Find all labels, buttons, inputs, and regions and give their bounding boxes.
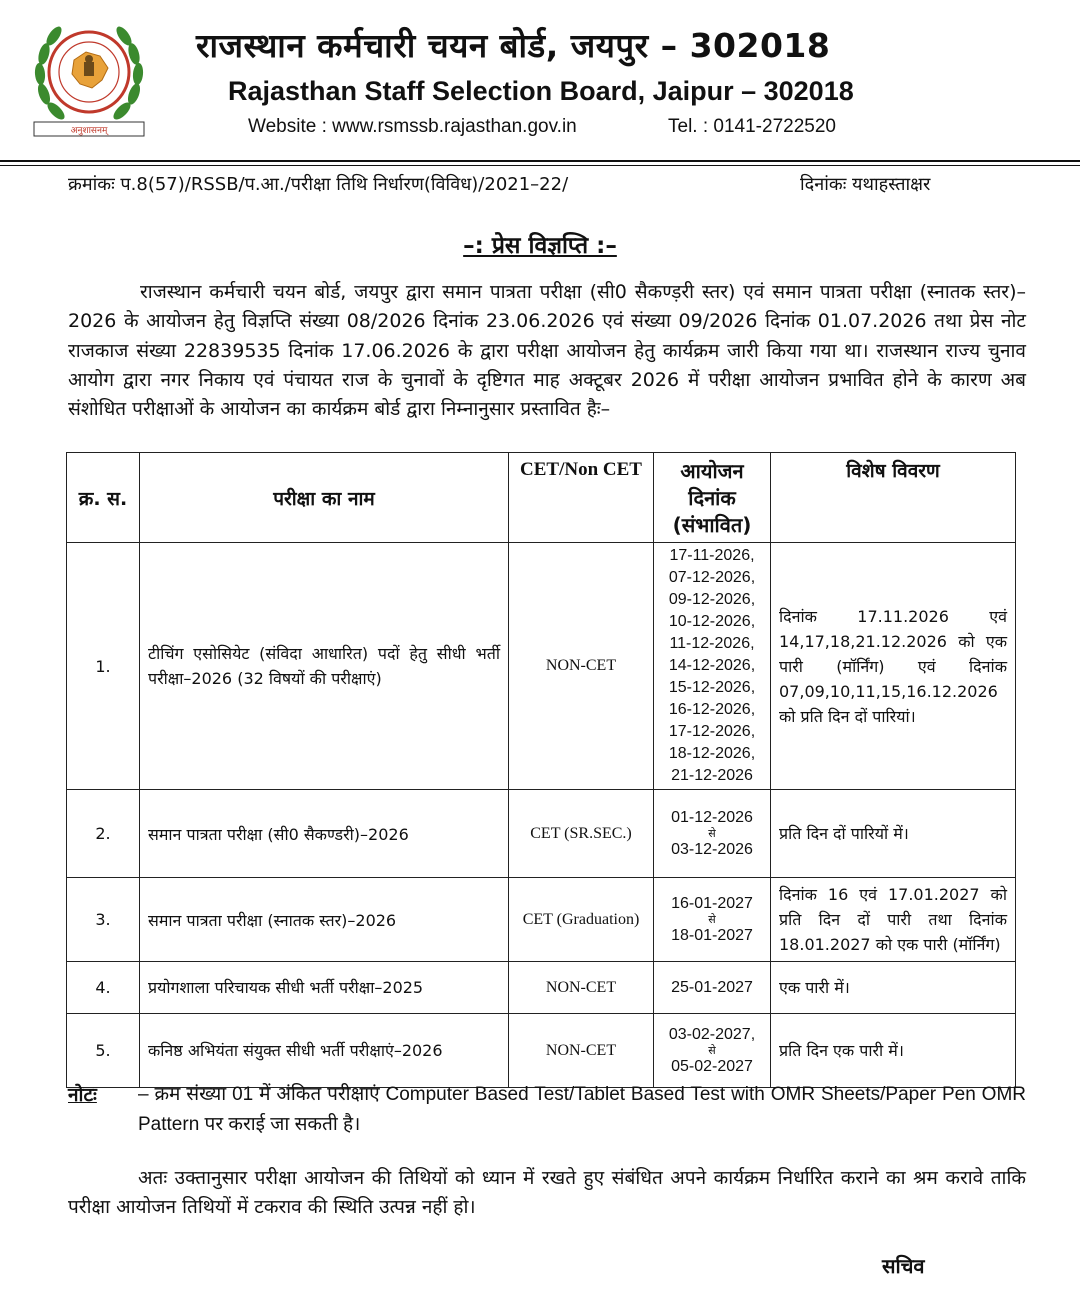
row-dates bbox=[654, 962, 771, 1014]
date-item: 17-12-2026, bbox=[668, 723, 756, 740]
row-sno: 5. bbox=[67, 1014, 140, 1088]
intro-paragraph: राजस्थान कर्मचारी चयन बोर्ड, जयपुर द्वारा समान पात्रता परीक्षा (सी0 सैकण्ड़री स्तर) एवं समान पात्रता परीक्षा (स्नातक स्तर)–2026 के आयोजन हेतु विज्ञप्ति संख्या 08/2026 दिनांक 23.06.2026 एवं संख्या 09/2026 दिनांक 01.07.2026 तथा प्रेस नोट राजकाज संख्या 22839535 दिनांक 17.06.2026 के द्वारा परीक्षा आयोजन हेतु कार्यक्रम जारी किया गया था। राजस्थान राज्य चुनाव आयोग द्वारा नगर निकाय एवं पंचायत राज के चुनावों के दृष्टिगत माह अक्टूबर 2026 में परीक्षा आयोजन प्रभावित होने के कारण अब संशोधित परीक्षाओं के आयोजन का कार्यक्रम बोर्ड द्वारा निम्नानुसार प्रस्तावित हैः– bbox=[68, 281, 1026, 421]
date-item: 16-12-2026, bbox=[668, 701, 756, 718]
row-exam-name: समान पात्रता परीक्षा (स्नातक स्तर)–2026 bbox=[140, 878, 509, 962]
telephone-text: Tel. : 0141-2722520 bbox=[668, 116, 836, 137]
table-row bbox=[67, 790, 1016, 878]
table-row bbox=[67, 1014, 1016, 1088]
header-divider-thin bbox=[0, 165, 1080, 166]
date-item: 18-12-2026, bbox=[668, 745, 756, 762]
date-item: 14-12-2026, bbox=[668, 657, 756, 674]
date-item: 11-12-2026, bbox=[669, 635, 755, 652]
row-sno: 3. bbox=[67, 878, 140, 962]
row-details: प्रति दिन दों पारियों में। bbox=[771, 790, 1016, 878]
row-dates bbox=[654, 1014, 771, 1088]
row-dates bbox=[654, 543, 771, 790]
document-date: दिनांकः यथाहस्ताक्षर bbox=[800, 174, 931, 195]
table-row bbox=[67, 543, 1016, 790]
row-sno: 1. bbox=[67, 543, 140, 790]
row-sno: 2. bbox=[67, 790, 140, 878]
row-cet: CET (Graduation) bbox=[509, 878, 654, 962]
logo-motto: अनुशासनम् bbox=[70, 126, 108, 136]
date-separator: से bbox=[708, 1044, 716, 1057]
row-exam-name: टीचिंग एसोसियेट (संविदा आधारित) पदों हेतु सीधी भर्ती परीक्षा–2026 (32 विषयों की परीक्षाएं) bbox=[140, 543, 509, 790]
closing-paragraph: अतः उक्तानुसार परीक्षा आयोजन की तिथियों को ध्यान में रखते हुए संबंधित अपने कार्यक्रम निर्धारित कराने का श्रम करावे ताकि परीक्षा आयोजन तिथियों में टकराव की स्थिति उत्पन्न नहीं हो। bbox=[68, 1167, 1026, 1218]
row-exam-name: कनिष्ठ अभियंता संयुक्त सीधी भर्ती परीक्षाएं–2026 bbox=[140, 1014, 509, 1088]
row-exam-name: समान पात्रता परीक्षा (सी0 सैकण्डरी)–2026 bbox=[140, 790, 509, 878]
board-name-hindi: राजस्थान कर्मचारी चयन बोर्ड, जयपुर – 302018 bbox=[196, 26, 831, 65]
date-item: 17-11-2026, bbox=[669, 547, 755, 564]
date-item: 21-12-2026 bbox=[671, 767, 753, 784]
row-cet: CET (SR.SEC.) bbox=[509, 790, 654, 878]
rssb-emblem-logo bbox=[30, 14, 148, 142]
date-separator: से bbox=[708, 827, 716, 840]
date-from: 16-01-2027 bbox=[671, 894, 753, 912]
table-header-row bbox=[67, 453, 1016, 543]
header-date: आयोजन दिनांक (संभावित) bbox=[654, 453, 771, 543]
date-item: 15-12-2026, bbox=[668, 679, 756, 696]
website-text: Website : www.rsmssb.rajasthan.gov.in bbox=[248, 116, 577, 137]
row-details: प्रति दिन एक पारी में। bbox=[771, 1014, 1016, 1088]
row-cet: NON-CET bbox=[509, 543, 654, 790]
note-label: नोटः bbox=[68, 1084, 97, 1106]
reference-number: क्रमांकः प.8(57)/RSSB/प.आ./परीक्षा तिथि निर्धारण(विविध)/2021–22/ bbox=[68, 174, 569, 195]
date-item: 07-12-2026, bbox=[668, 569, 756, 586]
row-details: दिनांक 17.11.2026 एवं 14,17,18,21.12.2026 को एक पारी (मॉर्निंग) एवं दिनांक 07,09,10,11,15,16.12.2026 को प्रति दिन दों पारियां। bbox=[771, 543, 1016, 790]
exam-schedule-table bbox=[66, 452, 1016, 1088]
header-details: विशेष विवरण bbox=[771, 453, 1016, 543]
date-to: 18-01-2027 bbox=[671, 926, 753, 944]
table-row bbox=[67, 962, 1016, 1014]
header-cet: CET/Non CET bbox=[509, 453, 654, 543]
note-block bbox=[68, 1080, 1026, 1140]
date-to: 05-02-2027 bbox=[671, 1057, 753, 1075]
row-dates bbox=[654, 790, 771, 878]
press-release-title: –: प्रेस विज्ञप्ति :– bbox=[463, 233, 617, 259]
date-item: 10-12-2026, bbox=[668, 613, 756, 630]
header-exam-name: परीक्षा का नाम bbox=[140, 453, 509, 543]
row-dates bbox=[654, 878, 771, 962]
row-sno: 4. bbox=[67, 962, 140, 1014]
press-release-heading bbox=[0, 228, 1080, 260]
table-row bbox=[67, 878, 1016, 962]
row-cet: NON-CET bbox=[509, 962, 654, 1014]
header-divider bbox=[0, 160, 1080, 162]
board-name-english: Rajasthan Staff Selection Board, Jaipur – 302018 bbox=[228, 76, 854, 106]
date-from: 01-12-2026 bbox=[671, 808, 753, 826]
row-cet: NON-CET bbox=[509, 1014, 654, 1088]
date-from: 03-02-2027, bbox=[668, 1025, 756, 1043]
date-item: 09-12-2026, bbox=[668, 591, 756, 608]
note-text: – क्रम संख्या 01 में अंकित परीक्षाएं Computer Based Test/Tablet Based Test with OMR Sheets/Paper Pen OMR Pattern पर कराई जा सकती है। bbox=[138, 1084, 1026, 1135]
date-separator: से bbox=[708, 913, 716, 926]
row-details: दिनांक 16 एवं 17.01.2027 को प्रति दिन दों पारी तथा दिनांक 18.01.2027 को एक पारी (मॉर्निंग) bbox=[771, 878, 1016, 962]
date-to: 03-12-2026 bbox=[671, 840, 753, 858]
row-exam-name: प्रयोगशाला परिचायक सीधी भर्ती परीक्षा–2025 bbox=[140, 962, 509, 1014]
row-details: एक पारी में। bbox=[771, 962, 1016, 1014]
header-sno: क्र. स. bbox=[67, 453, 140, 543]
signature-designation: सचिव bbox=[882, 1254, 925, 1278]
date-item: 25-01-2027 bbox=[671, 978, 753, 996]
